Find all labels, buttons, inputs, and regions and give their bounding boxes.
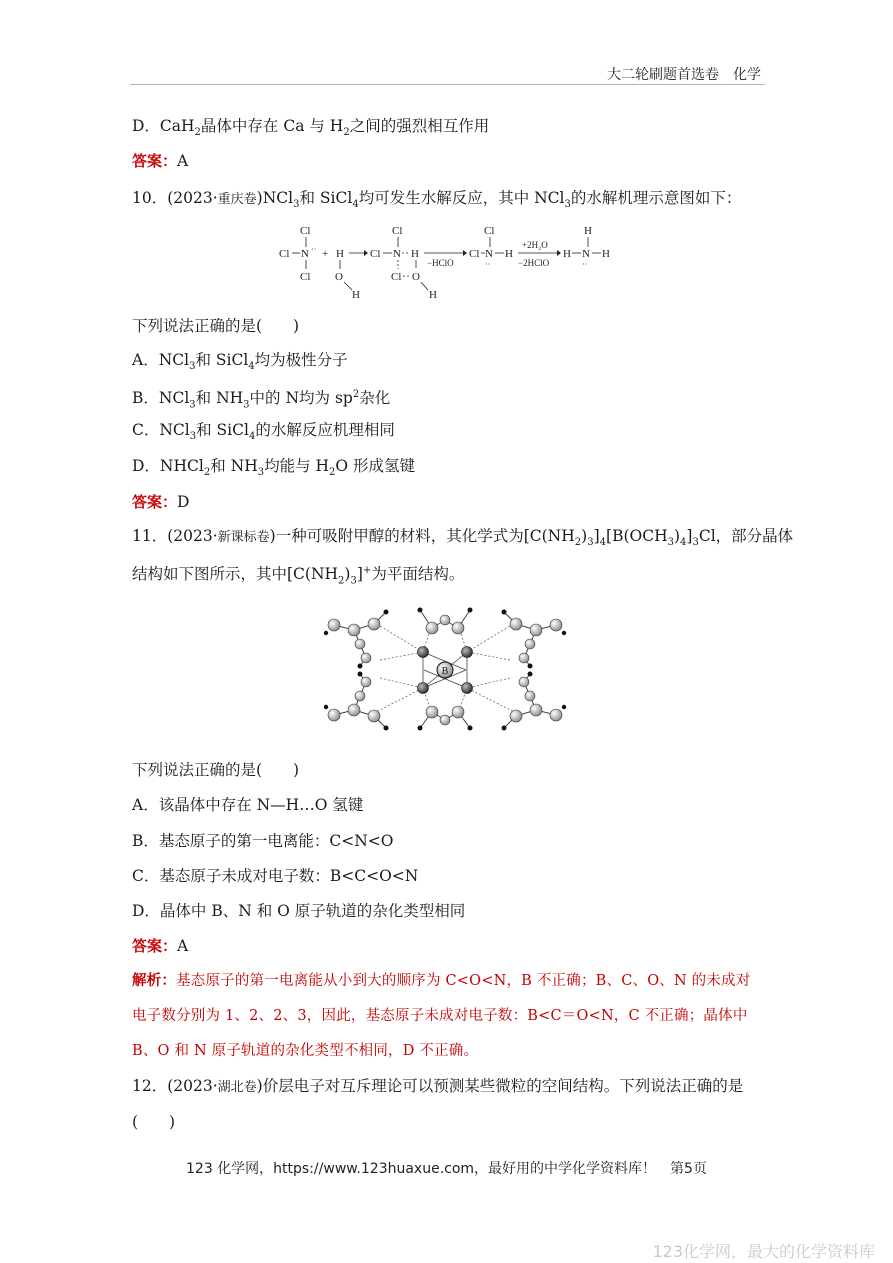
hydrolysis-mechanism-diagram (270, 222, 620, 302)
mech-h: H (336, 248, 344, 260)
mech-n: N (393, 248, 401, 260)
mech-o: O (412, 271, 420, 283)
q10-option-a: A．NCl$_3$和 SiCl$_4$均为极性分子 (132, 351, 348, 373)
q11-option-a: A．该晶体中存在 N—H…O 氢键 (132, 796, 364, 814)
q11-stem-line2: 结构如下图所示，其中$[C(NH_2)_3]^+$为平面结构。 (132, 565, 465, 587)
q11-explanation-line2: 电子数分别为 1、2、2、3，因此，基态原子未成对电子数：B<C＝O<N，C 不正确；晶体中 (132, 1008, 748, 1024)
mech-cl: Cl (484, 225, 495, 237)
q10-option-b: B．NCl$_3$和 $NH_3$中的 N均为 $sp^2$杂化 (132, 389, 391, 411)
mech-h: H (505, 248, 513, 260)
mech-h: H (602, 248, 610, 260)
q11-option-b: B．基态原子的第一电离能：C<N<O (132, 832, 394, 850)
mech-n: N (301, 248, 309, 260)
mech-n: N (582, 248, 590, 260)
mech-n: N (485, 248, 493, 260)
q10-option-c: C．NCl$_3$和 SiCl$_4$的水解反应机理相同 (132, 421, 395, 443)
q11-option-c: C．基态原子未成对电子数：B<C<O<N (132, 867, 419, 885)
header-rule (130, 84, 765, 85)
mech-o: O (335, 271, 343, 283)
boron-center-label: B (441, 666, 449, 677)
q10-answer: 答案：D (132, 493, 190, 511)
mech-lone-pair: ·· (582, 260, 588, 269)
mech-lone-pair: ·· (311, 245, 317, 254)
q11-explanation-line1: 解析：基态原子的第一电离能从小到大的顺序为 C<O<N，B 不正确；B、C、O、N 的未成对 (132, 972, 751, 989)
q11-option-d: D．晶体中 B、N 和 O 原子轨道的杂化类型相同 (132, 902, 466, 920)
mech-cl: Cl (392, 225, 403, 237)
mech-h: H (429, 289, 437, 301)
mech-h: H (411, 248, 419, 260)
arrow1-label: −HClO (427, 258, 454, 268)
q12-answer-blank: ( ) (132, 1113, 176, 1131)
arrow2-top-label: +2H₂O (522, 240, 548, 250)
mech-lone-pair: ·· (485, 260, 491, 269)
q11-explanation-line3: B、O 和 N 原子轨道的杂化类型不相同，D 不正确。 (132, 1043, 479, 1059)
mech-cl: Cl (370, 248, 381, 260)
mech-cl: Cl (391, 271, 402, 283)
watermark: 123化学网，最大的化学资料库 (652, 1242, 875, 1261)
q11-stem-line1: 11．(2023·新课标卷)一种可吸附甲醇的材料，其化学式为$[C(NH_2)_3]_4[B(OCH_3)_4]_3Cl$，部分晶体 (132, 527, 794, 549)
crystal-structure-figure (320, 600, 575, 735)
q9-answer: 答案：A (132, 152, 189, 170)
q9-option-d: D．CaH$_2$晶体中存在 Ca 与 $H_2$之间的强烈相互作用 (132, 117, 490, 139)
q10-prompt: 下列说法正确的是( ) (132, 317, 300, 335)
arrow2-bottom-label: −2HClO (518, 258, 550, 268)
q10-option-d: D．NHCl$_2$和 $NH_3$均能与 $H_2O$ 形成氢键 (132, 457, 416, 479)
mech-h: H (352, 289, 360, 301)
page-footer: 123 化学网，https://www.123huaxue.com，最好用的中学化学资料库！ 第5页 (186, 1161, 707, 1177)
mech-h: H (563, 248, 571, 260)
mech-cl: Cl (300, 225, 311, 237)
q11-prompt: 下列说法正确的是( ) (132, 761, 300, 779)
mech-cl: Cl (300, 271, 311, 283)
q10-stem: 10．(2023·重庆卷)NCl$_3$和 SiCl$_4$均可发生水解反应，其中 NCl$_3$的水解机理示意图如下： (132, 189, 742, 211)
running-header: 大二轮刷题首选卷 化学 (607, 67, 761, 83)
mech-h: H (584, 225, 592, 237)
mech-cl: Cl (279, 248, 290, 260)
mech-plus: + (322, 248, 329, 260)
q12-stem: 12．(2023·湖北卷)价层电子对互斥理论可以预测某些微粒的空间结构。下列说法正确的是 (132, 1077, 744, 1095)
q11-answer: 答案：A (132, 937, 189, 955)
mech-cl: Cl (469, 248, 480, 260)
